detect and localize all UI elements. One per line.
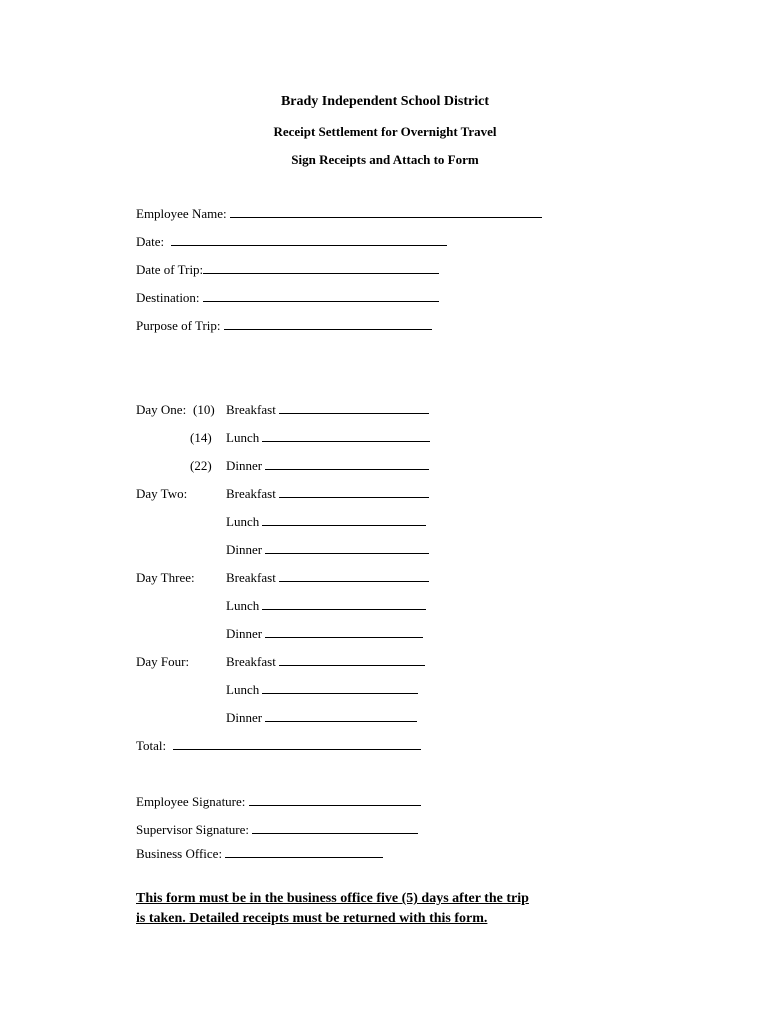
- employee-name-field[interactable]: [136, 206, 542, 222]
- day-four-lunch[interactable]: [226, 682, 418, 698]
- lunch-label: Lunch: [226, 598, 260, 613]
- day-three-breakfast[interactable]: [226, 570, 429, 586]
- dinner-amount: (22): [190, 458, 212, 473]
- business-office-field[interactable]: [136, 846, 383, 862]
- lunch-label: Lunch: [226, 682, 260, 697]
- lunch-label: Lunch: [226, 514, 260, 529]
- submission-notice: This form must be in the business office five (5) days after the trip is taken. Detailed receipts must be returned with this form.: [136, 891, 529, 926]
- dinner-label: Dinner: [226, 710, 263, 725]
- day-two-lunch-blank[interactable]: [262, 514, 426, 526]
- day-four-label: Day Four:: [136, 654, 190, 669]
- date-of-trip-field[interactable]: [136, 262, 439, 278]
- supervisor-signature-field[interactable]: [136, 822, 418, 838]
- day-three-lunch[interactable]: [226, 598, 426, 614]
- day-three-lunch-blank[interactable]: [262, 598, 426, 610]
- purpose-field[interactable]: [136, 318, 432, 334]
- day-four-lunch-blank[interactable]: [262, 682, 418, 694]
- date-blank[interactable]: [171, 234, 447, 246]
- destination-field[interactable]: [136, 290, 439, 306]
- business-office-blank[interactable]: [225, 846, 383, 858]
- day-four-breakfast[interactable]: [226, 654, 425, 670]
- breakfast-label: Breakfast: [226, 402, 276, 417]
- employee-name-label: Employee Name:: [136, 206, 227, 221]
- day-three-breakfast-blank[interactable]: [279, 570, 429, 582]
- form-instruction: Sign Receipts and Attach to Form: [291, 152, 479, 167]
- supervisor-signature-label: Supervisor Signature:: [136, 822, 250, 837]
- date-of-trip-blank[interactable]: [203, 262, 439, 274]
- destination-label: Destination:: [136, 290, 200, 305]
- day-one-dinner-blank[interactable]: [265, 458, 429, 470]
- date-label: Date:: [136, 234, 165, 249]
- day-one-lunch-blank[interactable]: [262, 430, 430, 442]
- total-field[interactable]: [136, 738, 421, 754]
- day-one-breakfast-blank[interactable]: [279, 402, 429, 414]
- day-two-label: Day Two:: [136, 486, 188, 501]
- employee-name-blank[interactable]: [230, 206, 542, 218]
- breakfast-label: Breakfast: [226, 654, 276, 669]
- day-two-breakfast[interactable]: [226, 486, 429, 502]
- total-label: Total:: [136, 738, 167, 753]
- day-three-dinner-blank[interactable]: [265, 626, 423, 638]
- day-three-dinner[interactable]: [226, 626, 423, 642]
- dinner-label: Dinner: [226, 542, 263, 557]
- breakfast-label: Breakfast: [226, 570, 276, 585]
- day-three-label: Day Three:: [136, 570, 195, 585]
- breakfast-label: Breakfast: [226, 486, 276, 501]
- day-two-breakfast-blank[interactable]: [279, 486, 429, 498]
- day-one-label: Day One:: [136, 402, 187, 417]
- employee-signature-field[interactable]: [136, 794, 421, 810]
- day-four-dinner-blank[interactable]: [265, 710, 417, 722]
- day-four-breakfast-blank[interactable]: [279, 654, 425, 666]
- employee-signature-label: Employee Signature:: [136, 794, 246, 809]
- breakfast-amount: (10): [193, 402, 215, 417]
- day-two-lunch[interactable]: [226, 514, 426, 530]
- purpose-blank[interactable]: [224, 318, 432, 330]
- day-two-dinner-blank[interactable]: [265, 542, 429, 554]
- business-office-label: Business Office:: [136, 846, 223, 861]
- lunch-amount: (14): [190, 430, 212, 445]
- day-four-dinner[interactable]: [226, 710, 417, 726]
- supervisor-signature-blank[interactable]: [252, 822, 418, 834]
- dinner-label: Dinner: [226, 626, 263, 641]
- employee-signature-blank[interactable]: [249, 794, 421, 806]
- district-title: Brady Independent School District: [280, 94, 490, 109]
- day-one-breakfast[interactable]: [226, 402, 429, 418]
- day-two-dinner[interactable]: [226, 542, 429, 558]
- day-one-dinner[interactable]: [226, 458, 429, 474]
- dinner-label: Dinner: [226, 458, 263, 473]
- total-blank[interactable]: [173, 738, 421, 750]
- day-one-lunch[interactable]: [226, 430, 430, 446]
- date-of-trip-label: Date of Trip:: [136, 262, 204, 277]
- date-field[interactable]: [136, 234, 447, 250]
- purpose-label: Purpose of Trip:: [136, 318, 221, 333]
- lunch-label: Lunch: [226, 430, 260, 445]
- destination-blank[interactable]: [203, 290, 439, 302]
- form-subtitle: Receipt Settlement for Overnight Travel: [273, 124, 497, 139]
